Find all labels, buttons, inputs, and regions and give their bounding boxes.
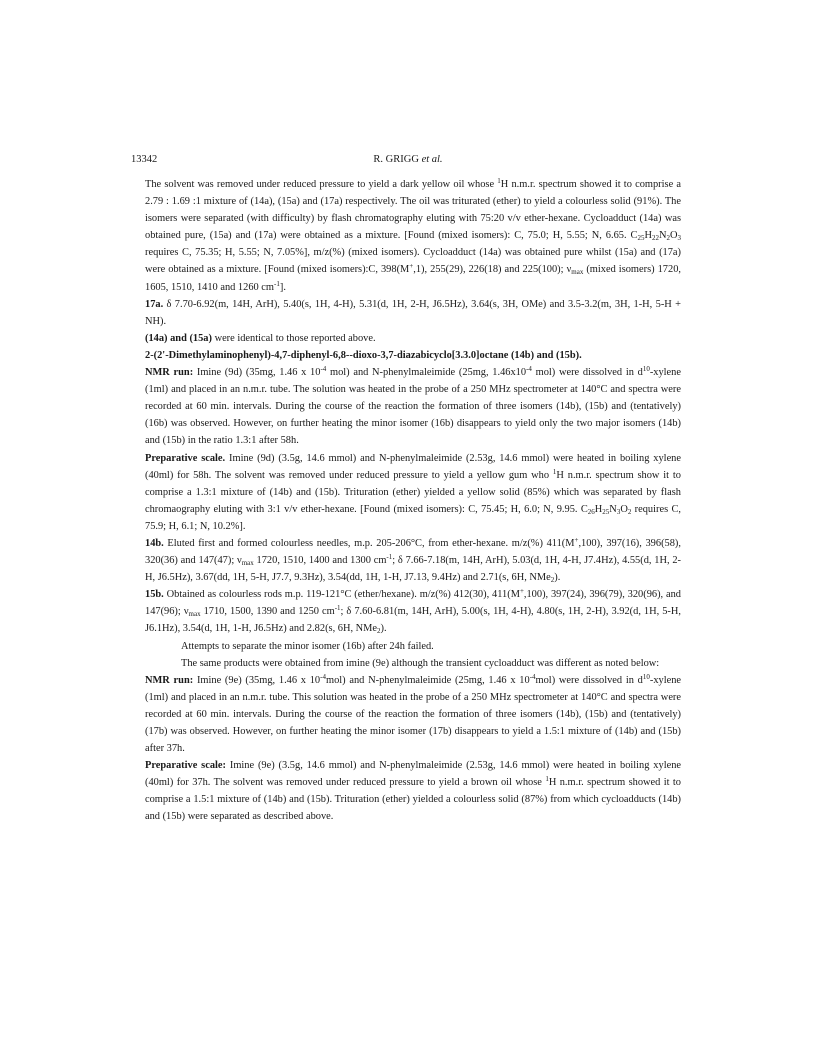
paragraph-nmr-run-9e: NMR run: Imine (9e) (35mg, 1.46 x $10^{-4}mol$) and N-phenylmaleimide (25mg, 1.46 x $10^{-4}mol$) were dissolved in $d^{10}$-xylene (1ml) and placed in an n.m.r. tube. This solution was heated in the probe of a 250 MHz spectrometer at 140°C and spectra were recorded at 60 min. intervals. During the course of the reaction the formation of three isomers (14b), (15b) and (tentatively) (17b) was observed. However, on further heating the minor isomer (17b) disappears to yield a 1.5:1 mixture of (14b) and (15b) after 37h.	[145, 672, 682, 755]
page-number: 13342	[131, 154, 158, 165]
running-title: R. GRIGG et al.	[373, 154, 443, 165]
running-header	[0, 154, 816, 170]
formula-c25h22n2o3: $C_{25}H_{22}N_2O_3$	[630, 230, 681, 243]
paragraph-14b: 14b. Eluted first and formed colourless needles, m.p. 205-206°C, from ether-hexane. m/z(%) 411(M+,100), 397(16), 396(58), 320(36) and 147(47); $\nu_{max}$ 1720, 1510, 1400 and 1300 $cm^{-1}$; δ 7.66-7.18(m, 14H, ArH), 5.03(d, 1H, 4-H, J7.4Hz), 4.55(d, 1H, 2-H, J6.5Hz), 3.67(dd, 1H, 5-H, J7.7, 9.3Hz), 3.54(dd, 1H, 1-H, J7.13, 9.4Hz) and 2.71(s, 6H, NMe$_2$).	[145, 535, 681, 585]
paragraph-same-products: The same products were obtained from imine (9e) although the transient cycloadduct was different as noted below:	[181, 657, 660, 669]
paragraph-14a-15a: (14a) and (15a) were identical to those reported above.	[145, 332, 376, 344]
paragraph-workup: The solvent was removed under reduced pressure to yield a dark yellow oil whose $^1$H n.m.r. spectrum showed it to comprise a 2.79 : 1.69 :1 mixture of (14a), (15a) and (17a) respectively. The oil was triturated (ether) to yield a colourless solid (91%). The isomers were separated (with difficulty) by flash chromatography eluting with 75:20 v/v ether-hexane. Cycloadduct (14a) was obtained pure, (15a) and (17a) were obtained as a mixture. [Found (mixed isomers): C, 75.0; H, 5.55; N, 6.65. $C_{25}H_{22}N_2O_3$ requires C, 75.35; H, 5.55; N, 7.05%], m/z(%) (mixed isomers). Cycloadduct (14a) was obtained pure whilst (15a) and (17a) were obtained as a mixture. [Found (mixed isomers):C, 398(M+,1), 255(29), 226(18) and 225(100); $\nu_{max}$ (mixed isomers) 1720, 1605, 1510, 1410 and 1260 $cm^{-1}$].	[145, 177, 681, 293]
formula-c26h25n3o2: $C_{26}H_{25}N_3O_2$	[580, 503, 632, 516]
paragraph-15b: 15b. Obtained as colourless rods m.p. 119-121°C (ether/hexane). m/z(%) 412(30), 411(M+,100), 397(24), 396(79), 320(96), and 147(96); $\nu_{max}$ 1710, 1500, 1390 and 1250 $cm^{-1}$; δ 7.60-6.81(m, 14H, ArH), 5.00(s, 1H, 4-H), 4.80(s, 1H, 2-H), 3.92(d, 1H, 5-H, J6.1Hz), 3.54(d, 1H, 1-H, J6.5Hz) and 2.82(s, 6H, NMe$_2$).	[145, 587, 681, 636]
article-body	[145, 176, 681, 826]
paragraph-17a: 17a. δ 7.70-6.92(m, 14H, ArH), 5.40(s, 1H, 4-H), 5.31(d, 1H, 2-H, J6.5Hz), 3.64(s, 3H, OMe) and 3.5-3.2(m, 3H, 1-H, 5-H + NH).	[145, 298, 681, 327]
compound-heading: 2-(2'-Dimethylaminophenyl)-4,7-diphenyl-6,8--dioxo-3,7-diazabicyclo[3.3.0]octane (14b) and (15b).	[145, 349, 582, 361]
paragraph-preparative-9e: Preparative scale: Imine (9e) (3.5g, 14.6 mmol) and N-phenylmaleimide (2.53g, 14.6 mmol) were heated in boiling xylene (40ml) for 37h. The solvent was removed under reduced pressure to yield a brown oil whose $^1$H n.m.r. spectrum showed it to comprise a 1.5:1 mixture of (14b) and (15b). Trituration (ether) yielded a colourless solid (87%) from which cycloadducts (14b) and (15b) were separated as described above.	[145, 760, 682, 823]
paragraph-attempts: Attempts to separate the minor isomer (16b) after 24h failed.	[181, 640, 434, 652]
paragraph-preparative-9d: Preparative scale. Imine (9d) (3.5g, 14.6 mmol) and N-phenylmaleimide (2.53g, 14.6 mmol) were heated in boiling xylene (40ml) for 58h. The solvent was removed under reduced pressure to yield a yellow gum who $^1$H n.m.r. spectrum show it to comprise a 1.3:1 mixture of (14b) and (15b). Trituration (ether) yielded a yellow solid (85%) which was separated by flash chromaography eluting with 3:1 v/v ether-hexane. [Found (mixed isomers): C, 75.45; H, 6.0; N, 9.95. $C_{26}H_{25}N_3O_2$ requires C, 75.9; H, 6.1; N, 10.2%].	[145, 452, 681, 532]
paragraph-nmr-run-9d: NMR run: Imine (9d) (35mg, 1.46 x $10^{-4}$ mol) and N-phenylmaleimide (25mg, $1.46x10^{-4}$ mol) were dissolved in $d^{10}$-xylene (1ml) and placed in an n.m.r. tube. The solution was heated in the probe of a 250 MHz spectrometer at 140°C and spectra were recorded at 60 min. intervals. During the course of the reaction the formation of three isomers (14b), (15b) and (tentatively) (16b) was observed. However, on further heating the minor isomer (16b) disappears to yield only the two major isomers (14b) and (15b) in the ratio 1.3:1 after 58h.	[145, 365, 681, 447]
